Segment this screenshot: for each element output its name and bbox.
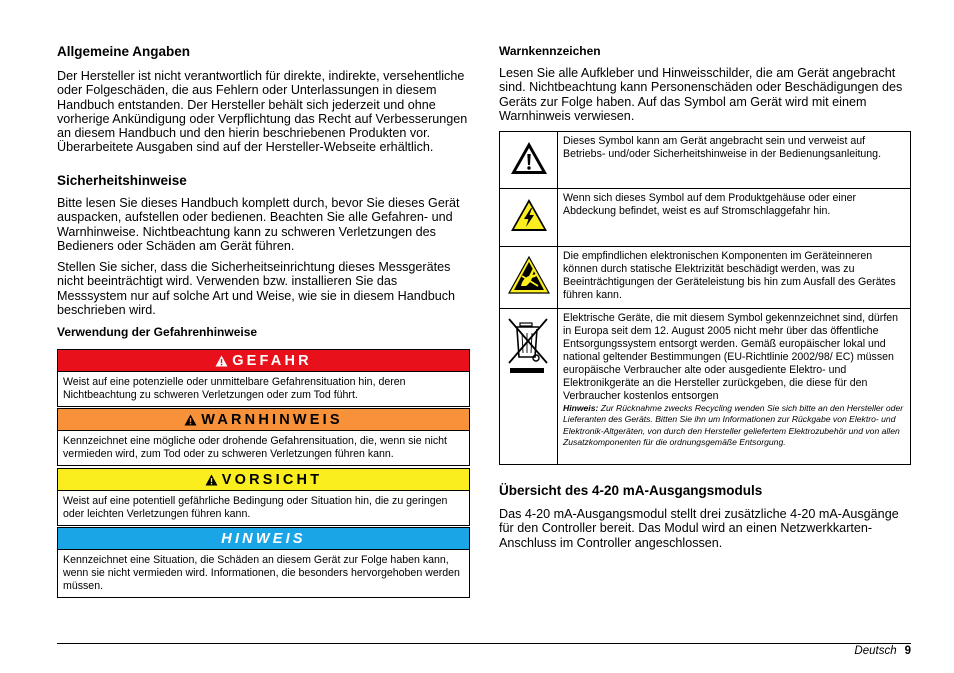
warning-triangle-icon [205,474,218,486]
safety-heading: Sicherheitshinweise [57,173,187,188]
page-footer [854,644,911,658]
notice-text: Kennzeichnet eine Situation, die Schäden an diesem Gerät zur Folge haben kann, wenn sie nicht vermieden wird. Informationen, die besonders hervorgehoben werden müssen. [63,554,460,592]
notice-header [58,528,469,550]
weee-note [563,403,905,448]
safety-paragraph-2: Stellen Sie sicher, dass die Sicherheitseinrichtung dieses Messgerätes nicht beeinträchtigt wird. Verwenden bzw. installieren Sie das Messsystem nur auf solche Art und Weise, wie sie in diesem Handbuch beschrieben wird. [57,260,456,317]
warning-text: Kennzeichnet eine mögliche oder drohende Gefahrensituation, die, wenn sie nicht vermieden wird, zum Tod oder zu schweren Verletzungen führen kann. [63,435,447,460]
symbol-text: Die empfindlichen elektronischen Komponenten im Geräteinneren können durch statische Elektrizität beschädigt werden, was zu Beeinträchtigungen der Geräteleistung bis hin zum Ausfall des Gerätes führen kann. [558,247,911,309]
danger-box [57,349,470,407]
symbols-table [499,131,911,465]
warning-labels-heading: Warnkennzeichen [499,44,601,58]
symbol-cell [500,247,558,309]
warning-labels-paragraph: Lesen Sie alle Aufkleber und Hinweisschilder, die am Gerät angebracht sind. Nichtbeachtung kann Personenschäden oder Beschädigungen des Geräts zur Folge haben. Auf das Symbol am Gerät wird mit einem Warnhinweis verwiesen. [499,66,903,123]
warning-header [58,409,469,431]
note-label: Hinweis: [563,403,599,413]
warning-triangle-icon [184,414,197,426]
warning-triangle-icon [215,355,228,367]
symbol-text: Dieses Symbol kann am Gerät angebracht sein und verweist auf Betriebs- und/oder Sicherheitshinweise in der Bedienungsanleitung. [558,132,911,189]
page-number: 9 [904,645,911,657]
electric-shock-icon [509,197,549,233]
symbol-row [500,309,911,465]
weee-text: Elektrische Geräte, die mit diesem Symbol gekennzeichnet sind, dürfen in Europa seit dem 12. August 2005 nicht mehr über das öffentliche Entsorgungssystem entsorgt werden. Gemäß europäischer lokal und national geltender Bestimmungen (EU-Richtlinie 2002/98/ EC) müssen europäische Verbraucher alte oder ausgediente Elektro- und Elektronikgeräte an die Hersteller zurückgeben, die diese für den Verbraucher kostenlos entsorgen [563,312,899,402]
notice-box [57,527,470,598]
notice-label: HINWEIS [221,530,306,547]
symbol-cell [500,189,558,247]
symbol-text [558,309,911,465]
symbol-cell [500,309,558,465]
warning-triangle-icon [509,140,549,176]
danger-text: Weist auf eine potenzielle oder unmittelbare Gefahrensituation hin, deren Nichtbeachtung zu schweren Verletzungen oder zum Tod führt. [63,376,406,401]
general-heading: Allgemeine Angaben [57,44,191,59]
symbol-row [500,132,911,189]
danger-header [58,350,469,372]
caution-label: VORSICHT [221,471,323,488]
danger-label: GEFAHR [232,352,312,369]
general-paragraph: Der Hersteller ist nicht verantwortlich für direkte, indirekte, versehentliche oder Folgeschäden, die aus Fehlern oder Unterlassungen in diesem Handbuch entstanden. Der Hersteller behält sich jederzeit und ohne vorherige Ankündigung oder Verpflichtung das Recht auf Verbesserungen an diesem Handbuch und den hierin beschriebenen Produkten vor. Überarbeitete Ausgaben sind auf der Hersteller-Webseite erhältlich. [57,69,468,155]
footer-language: Deutsch [854,645,897,657]
note-text: Zur Rücknahme zwecks Recycling wenden Sie sich bitte an den Hersteller oder Lieferanten des Geräts. Bitten Sie ihn um Informationen zur Rückgabe von Elektro- und Elektronik-Altgeräten, von durch den Hersteller geliefertem Elektrozubehör und von allen Zusatzkomponenten für die ordnungsgemäße Entsorgung. [563,403,904,447]
safety-paragraph-1: Bitte lesen Sie dieses Handbuch komplett durch, bevor Sie dieses Gerät auspacken, aufstellen oder bedienen. Beachten Sie alle Gefahren- und Warnhinweise. Nichtbeachtung kann zu schweren Verletzungen des Bedieners oder Schäden am Gerät führen. [57,196,460,253]
caution-header [58,469,469,491]
weee-bin-icon [506,317,552,377]
symbol-cell [500,132,558,189]
symbol-row [500,189,911,247]
symbol-row [500,247,911,309]
warning-label: WARNHINWEIS [201,411,343,428]
warning-box [57,408,470,466]
module-paragraph: Das 4-20 mA-Ausgangsmodul stellt drei zusätzliche 4-20 mA-Ausgänge für den Controller bereit. Das Modul wird an einen Netzwerkkarten-Anschluss im Controller angeschlossen. [499,507,899,550]
symbol-text: Wenn sich dieses Symbol auf dem Produktgehäuse oder einer Abdeckung befindet, weist es auf Stromschlaggefahr hin. [558,189,911,247]
hazard-heading: Verwendung der Gefahrenhinweise [57,325,258,339]
module-heading: Übersicht des 4-20 mA-Ausgangsmoduls [499,483,763,498]
footer-divider [57,643,911,644]
esd-icon [508,256,550,294]
caution-text: Weist auf eine potentiell gefährliche Bedingung oder Situation hin, die zu geringen oder leichten Verletzungen führen kann. [63,495,448,520]
caution-box [57,468,470,526]
